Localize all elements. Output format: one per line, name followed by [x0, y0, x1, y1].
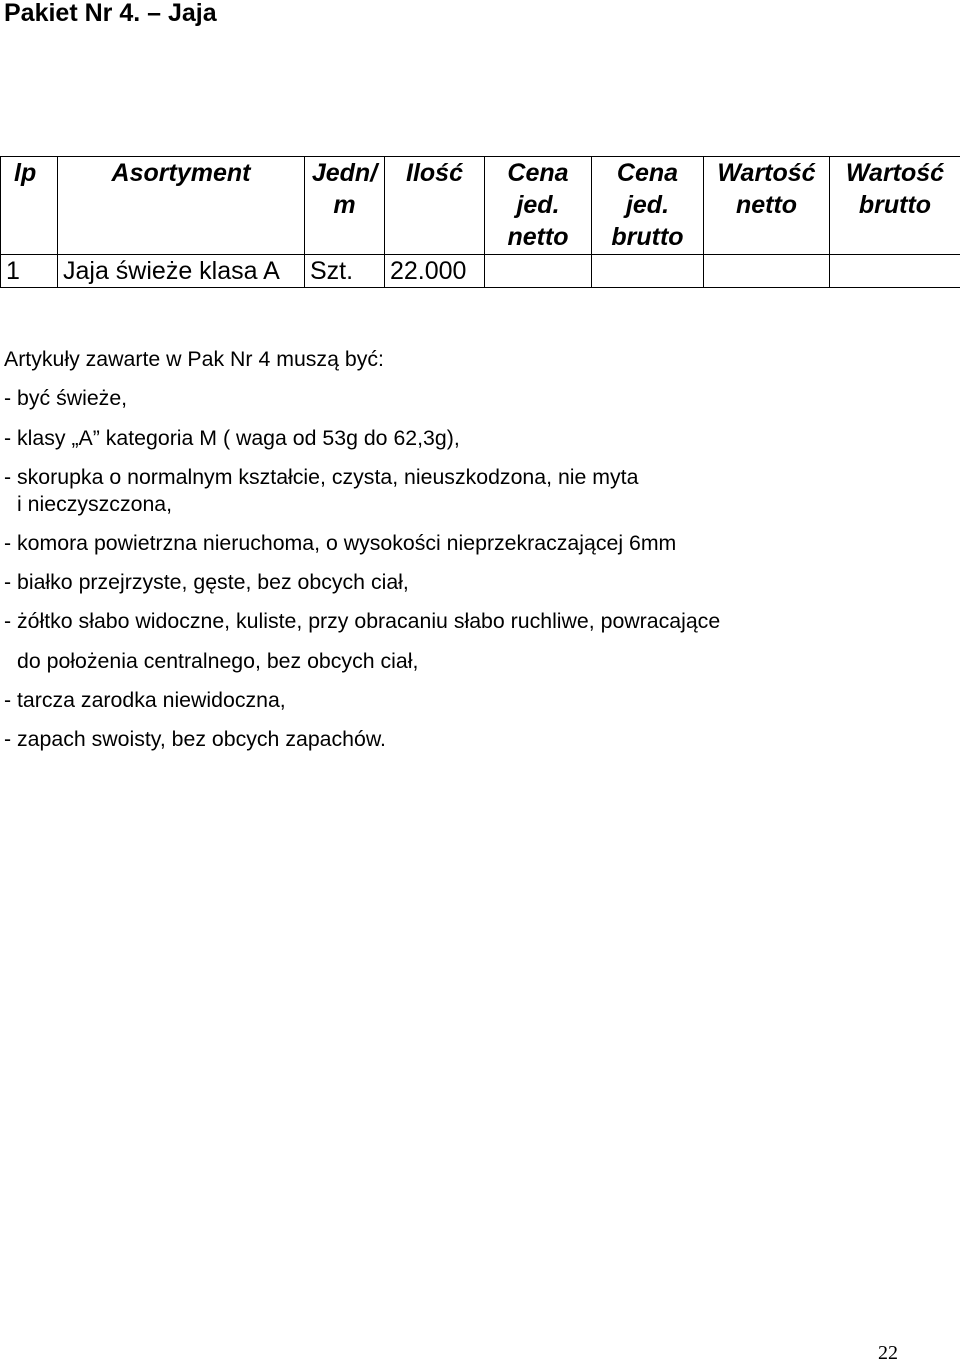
- table-header-row: [1, 157, 960, 255]
- requirement-item-continued: i nieczyszczona,: [4, 491, 720, 524]
- page-number: 22: [878, 1341, 898, 1365]
- cell-asortyment: Jaja świeże klasa A: [58, 255, 305, 288]
- requirement-item: - tarcza zarodka niewidoczna,: [4, 681, 720, 720]
- header-jedn: Jedn/ m: [305, 157, 385, 255]
- requirement-item: - skorupka o normalnym kształcie, czysta, nieuszkodzona, nie myta: [4, 458, 720, 491]
- header-wartosc-netto: Wartość netto: [704, 157, 830, 255]
- document-title: Pakiet Nr 4. – Jaja: [4, 0, 217, 28]
- requirement-item: - klasy „A” kategoria M ( waga od 53g do 62,3g),: [4, 419, 720, 458]
- requirements-intro: Artykuły zawarte w Pak Nr 4 muszą być:: [4, 340, 720, 379]
- cell-wartosc-netto: [704, 255, 830, 288]
- requirement-item: - żółtko słabo widoczne, kuliste, przy obracaniu słabo ruchliwe, powracające: [4, 602, 720, 641]
- header-cena-brutto: Cena jed. brutto: [592, 157, 704, 255]
- header-asortyment: Asortyment: [58, 157, 305, 255]
- requirement-item: - zapach swoisty, bez obcych zapachów.: [4, 720, 720, 759]
- cell-wartosc-brutto: [830, 255, 960, 288]
- table-row: [1, 255, 960, 288]
- requirement-item: - białko przejrzyste, gęste, bez obcych ciał,: [4, 563, 720, 602]
- cell-cena-brutto: [592, 255, 704, 288]
- price-table: [0, 156, 960, 288]
- requirement-item: - komora powietrzna nieruchoma, o wysokości nieprzekraczającej 6mm: [4, 524, 720, 563]
- header-wartosc-brutto: Wartość brutto: [830, 157, 960, 255]
- cell-jedn: Szt.: [305, 255, 385, 288]
- header-ilosc: Ilość: [385, 157, 485, 255]
- header-lp: lp: [1, 157, 58, 255]
- requirement-item: - być świeże,: [4, 379, 720, 418]
- requirement-item-continued: do położenia centralnego, bez obcych ciał,: [4, 642, 720, 681]
- cell-lp: 1: [1, 255, 58, 288]
- cell-ilosc: 22.000: [385, 255, 485, 288]
- cell-cena-netto: [485, 255, 592, 288]
- header-cena-netto: Cena jed. netto: [485, 157, 592, 255]
- requirements-section: [4, 340, 720, 760]
